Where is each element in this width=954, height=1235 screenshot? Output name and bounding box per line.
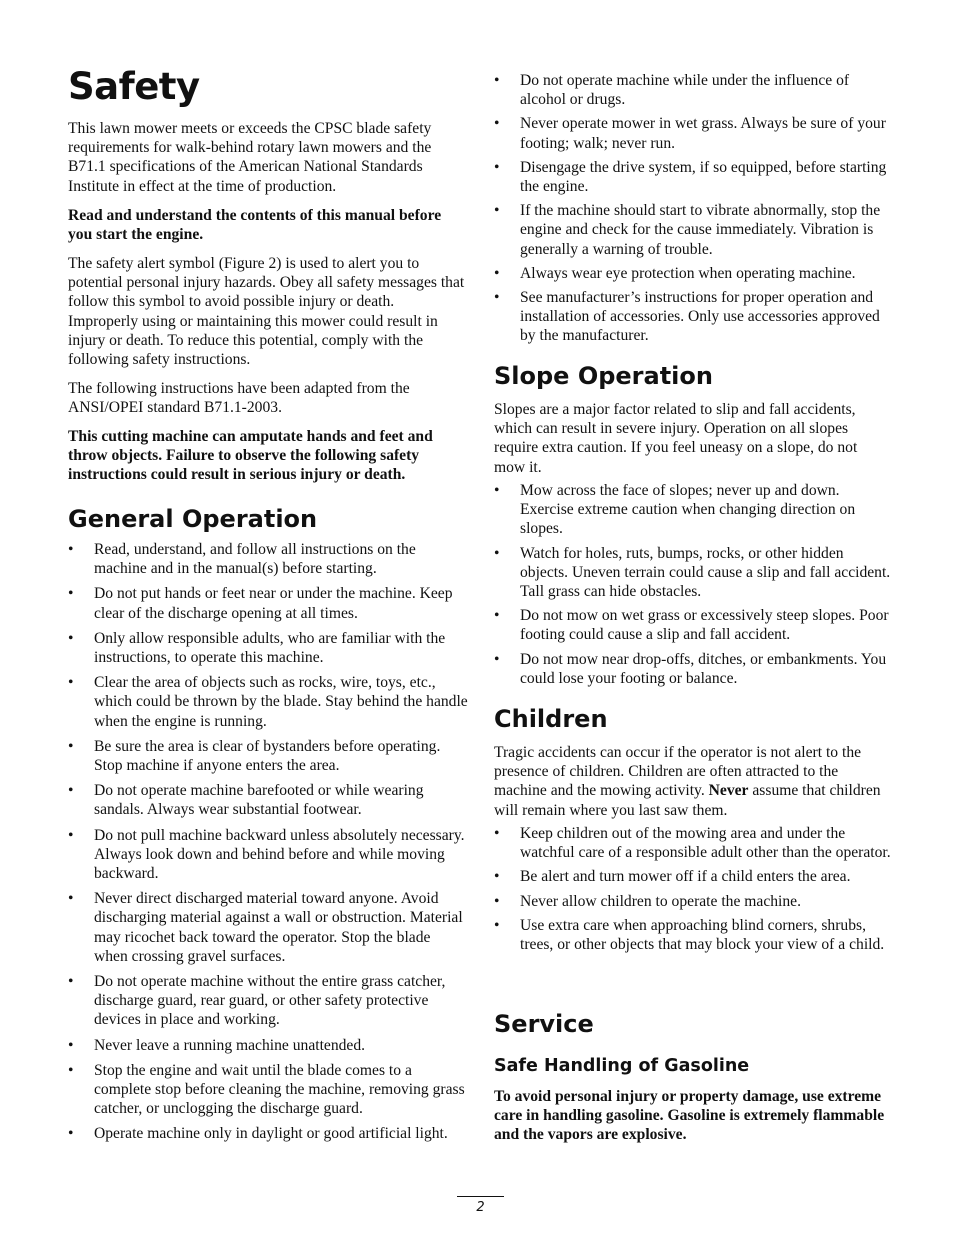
- adapted-paragraph: The following instructions have been adapted from the ANSI/OPEI standard B71.1-2003.: [68, 380, 410, 417]
- children-intro: [494, 743, 892, 820]
- list-item: • Be alert and turn mower off if a child enters the area.: [494, 867, 892, 886]
- list-item: • Never direct discharged material toward anyone. Avoid discharging material against a wall or obstruction. Material may ricochet back toward the operator. Stop the blade when crossing gravel surfaces.: [68, 889, 468, 966]
- list-item: • Stop the engine and wait until the blade comes to a complete stop before cleaning the machine, removing grass catcher, or unclogging the discharge guard.: [68, 1061, 468, 1119]
- intro-paragraph: This lawn mower meets or exceeds the CPSC blade safety requirements for walk-behind rotary lawn mowers and the B71.1 specifications of the American National Standards Institute in effect at the time of production.: [68, 120, 432, 195]
- children-intro-text: Tragic accidents can occur if the operator is not alert to the presence of children. Children are often attracted to the machine and the mowing activity.: [494, 744, 862, 800]
- children-list: [494, 824, 892, 954]
- list-item: • If the machine should start to vibrate abnormally, stop the engine and check for the cause immediately. Vibration is generally a warning of trouble.: [494, 201, 892, 259]
- list-item: • Keep children out of the mowing area and under the watchful care of a responsible adult other than the operator.: [494, 824, 892, 862]
- list-item: • Clear the area of objects such as rocks, wire, toys, etc., which could be thrown by the blade. Stay behind the handle when the engine is running.: [68, 673, 468, 731]
- list-item: • Only allow responsible adults, who are familiar with the instructions, to operate this machine.: [68, 629, 468, 667]
- read-manual-notice: Read and understand the contents of this manual before you start the engine.: [68, 207, 442, 244]
- list-item: • Do not pull machine backward unless absolutely necessary. Always look down and behind before and while moving backward.: [68, 826, 468, 884]
- footer-rule: [457, 1196, 504, 1197]
- general-operation-list: [68, 540, 468, 1144]
- subsection-heading-gasoline: Safe Handling of Gasoline: [494, 1056, 750, 1076]
- section-heading-children: Children: [494, 705, 608, 733]
- page-title: Safety: [68, 65, 200, 108]
- list-item: • Disengage the drive system, if so equipped, before starting the engine.: [494, 158, 892, 196]
- list-item: • Do not mow near drop-offs, ditches, or embankments. You could lose your footing or balance.: [494, 650, 892, 688]
- list-item: • Do not put hands or feet near or under the machine. Keep clear of the discharge opening at all times.: [68, 584, 468, 622]
- list-item: • Never operate mower in wet grass. Always be sure of your footing; walk; never run.: [494, 114, 892, 152]
- section-heading-service: Service: [494, 1010, 594, 1038]
- list-item: • Operate machine only in daylight or good artificial light.: [68, 1124, 468, 1143]
- list-item: • See manufacturer’s instructions for proper operation and installation of accessories. Only use accessories approved by the manufacturer.: [494, 288, 892, 346]
- list-item: • Do not operate machine barefooted or while wearing sandals. Always wear substantial footwear.: [68, 781, 468, 819]
- list-item: • Be sure the area is clear of bystanders before operating. Stop machine if anyone enters the area.: [68, 737, 468, 775]
- list-item: • Never allow children to operate the machine.: [494, 892, 892, 911]
- children-intro-text-end: assume that children will remain where you last saw them.: [494, 782, 881, 819]
- alert-symbol-paragraph: The safety alert symbol (Figure 2) is used to alert you to potential personal injury hazards. Obey all safety messages that follow this symbol to avoid possible injury or death. Improperly using or maintaining this mower could result in injury or death. To reduce this potential, comply with the following safety instructions.: [68, 255, 465, 369]
- list-item: • Always wear eye protection when operating machine.: [494, 264, 892, 283]
- page-number: 2: [476, 1200, 485, 1215]
- list-item: • Use extra care when approaching blind corners, shrubs, trees, or other objects that may block your view of a child.: [494, 916, 892, 954]
- list-item: • Do not operate machine while under the influence of alcohol or drugs.: [494, 71, 892, 109]
- list-item: • Do not mow on wet grass or excessively steep slopes. Poor footing could cause a slip and fall accident.: [494, 606, 892, 644]
- amputation-warning: This cutting machine can amputate hands and feet and throw objects. Failure to observe the following safety instructions could result in serious injury or death.: [68, 428, 433, 484]
- list-item: • Watch for holes, ruts, bumps, rocks, or other hidden objects. Uneven terrain could cause a slip and fall accident. Tall grass can hide obstacles.: [494, 544, 892, 602]
- list-item: • Mow across the face of slopes; never up and down. Exercise extreme caution when changing direction on slopes.: [494, 481, 892, 539]
- section-heading-slope-operation: Slope Operation: [494, 362, 713, 390]
- list-item: • Read, understand, and follow all instructions on the machine and in the manual(s) before starting.: [68, 540, 468, 578]
- general-operation-list-continued: [494, 71, 892, 346]
- children-intro-never: Never: [708, 782, 749, 800]
- section-heading-general-operation: General Operation: [68, 505, 318, 533]
- slope-operation-list: [494, 481, 892, 688]
- slope-intro: Slopes are a major factor related to slip and fall accidents, which can result in severe injury. Operation on all slopes require extra caution. If you feel uneasy on a slope, do not mow it.: [494, 401, 858, 476]
- list-item: • Do not operate machine without the entire grass catcher, discharge guard, rear guard, or other safety protective devices in place and working.: [68, 972, 468, 1030]
- list-item: • Never leave a running machine unattended.: [68, 1036, 468, 1055]
- gasoline-warning: To avoid personal injury or property damage, use extreme care in handling gasoline. Gasoline is extremely flammable and the vapors are explosive.: [494, 1088, 885, 1144]
